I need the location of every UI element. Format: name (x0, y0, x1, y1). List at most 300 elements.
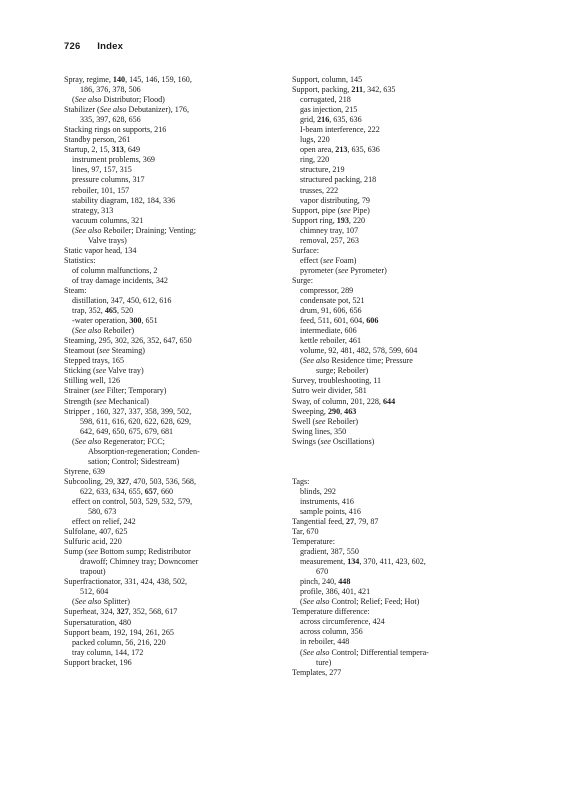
page-ref-bold: 216 (317, 115, 330, 125)
index-entry (292, 668, 508, 678)
entry-text: , 635, 636 (347, 145, 380, 155)
entry-text: reboiler, 101, 157 (72, 185, 130, 195)
entry-text: Control; Differential tempera- (329, 647, 429, 657)
entry-text: ( (72, 326, 75, 336)
index-entry (292, 527, 508, 537)
entry-text: Distributor; Flood) (101, 95, 165, 105)
entry-text: , 352, 568, 617 (128, 607, 178, 617)
index-subentry (292, 567, 508, 577)
entry-text: Startup, 2, 15, (64, 145, 112, 155)
index-subentry (292, 266, 508, 276)
index-entry (292, 276, 508, 286)
entry-text: Reboiler) (101, 326, 135, 336)
entry-text: Surge: (292, 275, 313, 285)
entry-text: Support, column, 145 (292, 75, 363, 84)
page-ref-bold: 327 (116, 607, 129, 617)
entry-text: Splitter) (101, 597, 131, 607)
index-subentry (64, 186, 280, 196)
index-entry (64, 75, 280, 85)
index-entry (292, 607, 508, 617)
index-subentry (64, 587, 280, 597)
page-ref-bold: 193 (336, 215, 349, 225)
section-gap (292, 447, 508, 477)
entry-text: structured packing, 218 (300, 175, 377, 185)
index-subentry (64, 266, 280, 276)
cross-ref-label: See also (74, 95, 102, 105)
entry-text: gradient, 387, 550 (300, 547, 359, 557)
page-ref-bold: 657 (144, 486, 157, 496)
index-subentry (292, 125, 508, 135)
entry-text: pyrometer ( (300, 265, 338, 275)
entry-text: Control; Relief; Feed; Hot) (329, 597, 420, 607)
entry-text: , 79, 87 (354, 516, 379, 526)
entry-text: pinch, 240, (300, 577, 339, 587)
index-entry (64, 336, 280, 346)
entry-text: feed, 511, 601, 604, (300, 316, 367, 326)
entry-text: , 520 (116, 306, 134, 316)
entry-text: Tags: (292, 476, 310, 486)
entry-text: Strainer ( (64, 386, 95, 396)
entry-text: in reboiler, 448 (300, 637, 350, 647)
entry-text: surge; Reboiler) (316, 366, 369, 376)
index-subentry (64, 487, 280, 497)
cross-ref-label: See also (74, 326, 102, 336)
cross-ref-label: See also (74, 436, 102, 446)
cross-ref-label: see (96, 396, 107, 406)
entry-text: gas injection, 215 (300, 105, 358, 115)
index-subentry (64, 648, 280, 658)
entry-text: Stabilizer ( (64, 105, 100, 115)
entry-text: Pipe) (350, 205, 370, 215)
page-ref-bold: 606 (366, 316, 379, 326)
index-subentry (64, 437, 280, 447)
page-ref-bold: 27 (346, 516, 355, 526)
entry-text: ( (300, 597, 303, 607)
page-ref-bold: 290 (327, 406, 341, 416)
entry-text: Filter; Temporary) (104, 386, 167, 396)
entry-text: Absorption-regeneration; Conden- (88, 446, 200, 456)
entry-text: removal, 257, 263 (300, 235, 359, 245)
index-subentry (64, 85, 280, 95)
index-subentry (292, 617, 508, 627)
index-subentry (292, 226, 508, 236)
entry-text: grid, (300, 115, 318, 125)
entry-text: , 220 (348, 215, 366, 225)
entry-text: Sway, of column, 201, 228, (292, 396, 383, 406)
cross-ref-label: see (99, 346, 110, 356)
index-subentry (292, 336, 508, 346)
entry-text: Strength ( (64, 396, 97, 406)
entry-text: I-beam interference, 222 (300, 125, 380, 135)
index-subentry (64, 306, 280, 316)
entry-text: , (340, 406, 345, 416)
index-entry (64, 467, 280, 477)
entry-text: , 342, 635 (363, 85, 396, 95)
index-entry (64, 607, 280, 617)
entry-text: 512, 604 (80, 587, 109, 597)
entry-text: Mechanical) (106, 396, 149, 406)
entry-text: Stacking rings on supports, 216 (64, 125, 167, 135)
entry-text: Steaming) (109, 346, 145, 356)
entry-text: ( (72, 95, 75, 105)
index-subentry (64, 326, 280, 336)
page-ref-bold: 300 (129, 316, 142, 326)
index-subentry (292, 95, 508, 105)
entry-text: ( (300, 356, 303, 366)
index-subentry (64, 447, 280, 457)
index-column-right (292, 75, 508, 678)
entry-text: Residence time; Pressure (329, 356, 413, 366)
entry-text: Tangential feed, (292, 516, 347, 526)
index-entry (292, 246, 508, 256)
index-entry (292, 477, 508, 487)
entry-text: lugs, 220 (300, 135, 330, 145)
entry-text: Regenerator; FCC; (101, 436, 165, 446)
index-entry (64, 135, 280, 145)
entry-text: effect on control, 503, 529, 532, 579, (72, 496, 193, 506)
index-subentry (292, 286, 508, 296)
entry-text: Support beam, 192, 194, 261, 265 (64, 627, 174, 637)
entry-text: 622, 633, 634, 655, (80, 486, 145, 496)
index-subentry (64, 276, 280, 286)
index-entry (292, 537, 508, 547)
cross-ref-label: See also (74, 225, 102, 235)
entry-text: , 145, 146, 159, 160, (125, 75, 192, 84)
index-subentry (64, 507, 280, 517)
entry-text: Steam: (64, 285, 87, 295)
index-subentry (292, 648, 508, 658)
entry-text: Subcooling, 29, (64, 476, 118, 486)
entry-text: 598, 611, 616, 620, 622, 628, 629, (80, 416, 191, 426)
page-ref-bold: 313 (111, 145, 124, 155)
entry-text: instruments, 416 (300, 496, 354, 506)
entry-text: intermediate, 606 (300, 326, 357, 336)
index-subentry (64, 316, 280, 326)
index-entry (292, 216, 508, 226)
entry-text: instrument problems, 369 (72, 155, 155, 165)
entry-text: Surface: (292, 245, 319, 255)
index-entry (292, 75, 508, 85)
cross-ref-label: see (87, 547, 98, 557)
entry-text: Templates, 277 (292, 667, 342, 677)
index-subentry (292, 627, 508, 637)
entry-text: Sticking ( (64, 366, 96, 376)
index-entry (64, 407, 280, 417)
entry-text: measurement, (300, 557, 348, 567)
index-subentry (292, 115, 508, 125)
index-entry (292, 517, 508, 527)
index-column-left (64, 75, 280, 668)
index-entry (64, 376, 280, 386)
index-subentry (292, 658, 508, 668)
index-entry (64, 527, 280, 537)
index-subentry (292, 557, 508, 567)
entry-text: condensate pot, 521 (300, 296, 365, 306)
index-entry (292, 85, 508, 95)
entry-text: drawoff; Chimney tray; Downcomer (80, 557, 199, 567)
index-subentry (292, 135, 508, 145)
entry-text: Swings ( (292, 436, 321, 446)
entry-text: of column malfunctions, 2 (72, 265, 158, 275)
cross-ref-label: See also (99, 105, 127, 115)
index-entry (64, 477, 280, 487)
entry-text: stability diagram, 182, 184, 336 (72, 195, 176, 205)
entry-text: Temperature: (292, 537, 336, 547)
index-entry (64, 537, 280, 547)
entry-text: Sulfuric acid, 220 (64, 537, 122, 547)
entry-text: trapout) (80, 567, 106, 577)
entry-text: Steaming, 295, 302, 326, 352, 647, 650 (64, 336, 192, 346)
entry-text: Static vapor head, 134 (64, 245, 137, 255)
index-subentry (292, 326, 508, 336)
entry-text: Support, packing, (292, 85, 352, 95)
page-ref-bold: 644 (382, 396, 396, 406)
index-subentry (64, 517, 280, 527)
entry-text: Stripper , 160, 327, 337, 358, 399, 502, (64, 406, 192, 416)
index-subentry (292, 587, 508, 597)
cross-ref-label: See also (302, 647, 330, 657)
index-entry (64, 286, 280, 296)
index-subentry (64, 638, 280, 648)
entry-text: effect ( (300, 255, 323, 265)
entry-text: Stepped trays, 165 (64, 356, 125, 366)
entry-text: Swell ( (292, 416, 316, 426)
index-entry (64, 628, 280, 638)
entry-text: across column, 356 (300, 627, 363, 637)
cross-ref-label: see (337, 265, 349, 275)
index-subentry (292, 236, 508, 246)
entry-text: , 635, 636 (329, 115, 362, 125)
entry-text: pressure columns, 317 (72, 175, 145, 185)
entry-text: vapor distributing, 79 (300, 195, 370, 205)
cross-ref-label: see (323, 255, 334, 265)
index-subentry (292, 487, 508, 497)
entry-text: Stilling well, 126 (64, 376, 120, 386)
index-subentry (64, 196, 280, 206)
index-subentry (64, 95, 280, 105)
page-ref-bold: 134 (347, 557, 360, 567)
entry-text: trap, 352, (72, 306, 105, 316)
entry-text: Sutro weir divider, 581 (292, 386, 367, 396)
page-ref-bold: 327 (117, 476, 130, 486)
index-subentry (292, 346, 508, 356)
entry-text: Styrene, 639 (64, 466, 105, 476)
entry-text: Valve tray) (106, 366, 144, 376)
page-title: Index (97, 41, 124, 52)
entry-text: across circumference, 424 (300, 617, 385, 627)
cross-ref-label: see (340, 205, 351, 215)
page-ref-bold: 463 (344, 406, 357, 416)
entry-text: ( (72, 436, 75, 446)
index-subentry (64, 216, 280, 226)
index-subentry (292, 306, 508, 316)
index-subentry (64, 206, 280, 216)
page-ref-bold: 213 (335, 145, 348, 155)
index-subentry (64, 457, 280, 467)
entry-text: Foam) (333, 255, 357, 265)
entry-text: Oscillations) (330, 436, 375, 446)
index-entry (64, 346, 280, 356)
entry-text: ( (72, 225, 75, 235)
entry-text: packed column, 56, 216, 220 (72, 637, 166, 647)
index-subentry (292, 577, 508, 587)
index-subentry (292, 316, 508, 326)
entry-text: Swing lines, 350 (292, 426, 347, 436)
index-subentry (292, 165, 508, 175)
index-entry (64, 105, 280, 115)
entry-text: Superfractionator, 331, 424, 438, 502, (64, 577, 188, 587)
entry-text: sation; Control; Sidestream) (88, 456, 180, 466)
entry-text: ture) (316, 657, 332, 667)
index-entry (292, 427, 508, 437)
entry-text: distillation, 347, 450, 612, 616 (72, 296, 172, 306)
entry-text: 642, 649, 650, 675, 679, 681 (80, 426, 174, 436)
entry-text: ( (72, 597, 75, 607)
cross-ref-label: see (320, 436, 331, 446)
entry-text: Sulfolane, 407, 625 (64, 527, 128, 537)
index-entry (64, 577, 280, 587)
entry-text: corrugated, 218 (300, 95, 351, 105)
index-subentry (64, 417, 280, 427)
index-subentry (64, 165, 280, 175)
index-subentry (64, 567, 280, 577)
index-entry (292, 407, 508, 417)
index-entry (292, 376, 508, 386)
entry-text: Bottom sump; Redistributor (97, 547, 191, 557)
index-subentry (292, 497, 508, 507)
index-subentry (64, 557, 280, 567)
index-entry (64, 386, 280, 396)
page-ref-bold: 140 (112, 75, 126, 84)
cross-ref-label: see (94, 386, 105, 396)
index-entry (64, 256, 280, 266)
index-subentry (292, 356, 508, 366)
entry-text: Sweeping, (292, 406, 328, 416)
index-subentry (64, 497, 280, 507)
page-ref-bold: 211 (351, 85, 364, 95)
index-subentry (292, 296, 508, 306)
entry-text: Standby person, 261 (64, 135, 131, 145)
entry-text: Reboiler) (325, 416, 359, 426)
index-subentry (292, 105, 508, 115)
index-subentry (64, 296, 280, 306)
index-entry (292, 397, 508, 407)
entry-text: Debutanizer), 176, (126, 105, 189, 115)
entry-text: open area, (300, 145, 336, 155)
index-subentry (64, 597, 280, 607)
index-entry (64, 366, 280, 376)
entry-text: , 649 (123, 145, 140, 155)
page-ref-bold: 448 (338, 577, 351, 587)
entry-text: -water operation, (72, 316, 130, 326)
cross-ref-label: See also (74, 597, 102, 607)
page-header (64, 41, 123, 52)
entry-text: Survey, troubleshooting, 11 (292, 376, 382, 386)
entry-text: blinds, 292 (300, 486, 336, 496)
index-entry (292, 417, 508, 427)
entry-text: Support bracket, 196 (64, 657, 132, 667)
entry-text: Supersaturation, 480 (64, 617, 131, 627)
entry-text: , 370, 411, 423, 602, (359, 557, 426, 567)
index-entry (292, 437, 508, 447)
index-subentry (292, 175, 508, 185)
index-entry (64, 125, 280, 135)
entry-text: Pyrometer) (348, 265, 387, 275)
entry-text: kettle reboiler, 461 (300, 336, 362, 346)
index-entry (64, 618, 280, 628)
entry-text: 335, 397, 628, 656 (80, 115, 141, 125)
index-entry (64, 658, 280, 668)
entry-text: Support ring, (292, 215, 337, 225)
entry-text: lines, 97, 157, 315 (72, 165, 132, 175)
page-ref-bold: 465 (104, 306, 117, 316)
entry-text: Steamout ( (64, 346, 100, 356)
index-subentry (64, 115, 280, 125)
entry-text: ring, 220 (300, 155, 330, 165)
entry-text: Superheat, 324, (64, 607, 117, 617)
entry-text: Tar, 670 (292, 526, 319, 536)
index-subentry (292, 637, 508, 647)
index-subentry (292, 155, 508, 165)
entry-text: , 651 (141, 316, 158, 326)
index-subentry (292, 507, 508, 517)
entry-text: , 470, 503, 536, 568, (129, 476, 196, 486)
index-entry (64, 547, 280, 557)
entry-text: trusses, 222 (300, 185, 339, 195)
index-entry (64, 356, 280, 366)
index-subentry (64, 236, 280, 246)
index-subentry (292, 366, 508, 376)
entry-text: drum, 91, 606, 656 (300, 306, 362, 316)
cross-ref-label: See also (302, 597, 330, 607)
index-entry (64, 145, 280, 155)
index-subentry (292, 256, 508, 266)
index-subentry (292, 186, 508, 196)
entry-text: volume, 92, 481, 482, 578, 599, 604 (300, 346, 418, 356)
entry-text: effect on relief, 242 (72, 517, 136, 527)
entry-text: 186, 376, 378, 506 (80, 85, 141, 95)
index-subentry (292, 145, 508, 155)
index-subentry (292, 597, 508, 607)
entry-text: , 660 (156, 486, 174, 496)
index-subentry (64, 175, 280, 185)
entry-text: vacuum columns, 321 (72, 215, 144, 225)
entry-text: Temperature difference: (292, 607, 370, 617)
entry-text: Statistics: (64, 255, 96, 265)
entry-text: tray column, 144, 172 (72, 647, 144, 657)
entry-text: Valve trays) (88, 235, 127, 245)
entry-text: strategy, 313 (72, 205, 114, 215)
entry-text: compressor, 289 (300, 285, 354, 295)
entry-text: Reboiler; Draining; Venting; (101, 225, 196, 235)
cross-ref-label: see (315, 416, 326, 426)
index-entry (64, 246, 280, 256)
page-number: 726 (64, 41, 81, 52)
entry-text: structure, 219 (300, 165, 345, 175)
entry-text: profile, 386, 401, 421 (300, 587, 371, 597)
index-subentry (292, 196, 508, 206)
entry-text: ( (300, 647, 303, 657)
index-subentry (292, 547, 508, 557)
index-entry (292, 386, 508, 396)
index-subentry (64, 427, 280, 437)
cross-ref-label: see (95, 366, 107, 376)
index-subentry (64, 155, 280, 165)
entry-text: 580, 673 (88, 507, 117, 517)
entry-text: 670 (316, 567, 329, 577)
entry-text: Support, pipe ( (292, 205, 341, 215)
entry-text: sample points, 416 (300, 506, 361, 516)
